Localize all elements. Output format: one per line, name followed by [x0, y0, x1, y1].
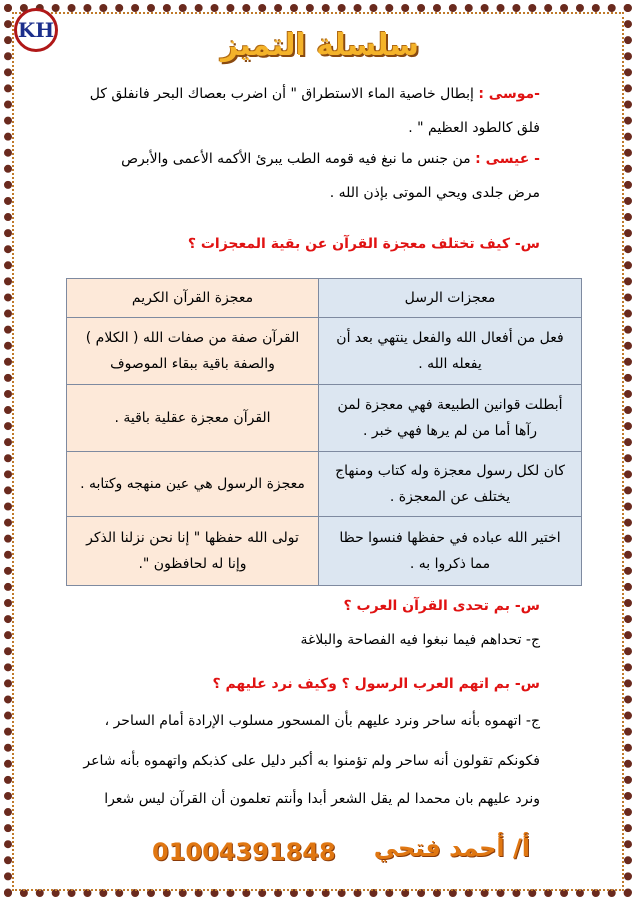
table-header-row [67, 279, 582, 318]
table-header-cell: معجزات الرسل [319, 279, 582, 318]
isa-text1: من جنس ما نبغ فيه قومه الطب يبرئ الأكمه الأعمى والأبرص [121, 151, 476, 167]
table-cell: فعل من أفعال الله والفعل ينتهي بعد أن يفعله الله . [319, 318, 582, 385]
comparison-table [66, 278, 582, 586]
isa-label: - عيسى : [475, 151, 540, 167]
question-2: س- بم تحدى القرآن العرب ؟ [343, 598, 540, 614]
logo: KH [14, 8, 58, 52]
musa-line1 [90, 86, 540, 102]
isa-line1 [121, 151, 540, 167]
series-title: سلسلة التميز [221, 28, 419, 63]
table-cell: القرآن صفة من صفات الله ( الكلام ) والصفة باقية ببقاء الموصوف [67, 318, 319, 385]
table-row [67, 517, 582, 586]
question-3: س- بم اتهم العرب الرسول ؟ وكيف نرد عليهم ؟ [212, 676, 540, 692]
author-name: أ/ أحمد فتحي [373, 834, 530, 862]
musa-label: -موسى : [478, 86, 540, 102]
table-row [67, 318, 582, 385]
answer-2: ج- تحداهم فيما نبغوا فيه الفصاحة والبلاغة [300, 632, 540, 648]
table-header-cell: معجزة القرآن الكريم [67, 279, 319, 318]
isa-line2: مرض جلدى ويحي الموتى بإذن الله . [329, 185, 540, 201]
answer-3-line1: ج- اتهموه بأنه ساحر ونرد عليهم بأن المسحور مسلوب الإرادة أمام الساحر ، [104, 713, 540, 729]
table-cell: القرآن معجزة عقلية باقية . [67, 385, 319, 452]
phone-number: 01004391848 [152, 838, 336, 866]
table-cell: تولى الله حفظها " إنا نحن نزلنا الذكر وإنا له لحافظون ". [67, 517, 319, 586]
question-1: س- كيف تختلف معجزة القرآن عن بقية المعجزات ؟ [187, 236, 540, 252]
musa-line2: فلق كالطود العظيم " . [408, 120, 540, 136]
table-cell: كان لكل رسول معجزة وله كتاب ومنهاج يختلف عن المعجزة . [319, 452, 582, 517]
musa-text1: إبطال خاصية الماء الاستطراق " أن اضرب بعصاك البحر فانفلق كل [89, 86, 479, 102]
answer-3-line2: فكونكم تقولون أنه ساحر ولم تؤمنوا به أكبر دليل على كذبكم واتهموه بأنه شاعر [83, 753, 540, 769]
table-row [67, 452, 582, 517]
table-cell: اختير الله عباده في حفظها فنسوا حظا مما ذكروا به . [319, 517, 582, 586]
table-row [67, 385, 582, 452]
table-cell: أبطلت قوانين الطبيعة فهي معجزة لمن رآها أما من لم يرها فهي خبر . [319, 385, 582, 452]
table-cell: معجزة الرسول هي عين منهجه وكتابه . [67, 452, 319, 517]
answer-3-line3: ونرد عليهم بان محمدا لم يقل الشعر أبدا وأنتم تعلمون أن القرآن ليس شعرا [104, 791, 540, 807]
